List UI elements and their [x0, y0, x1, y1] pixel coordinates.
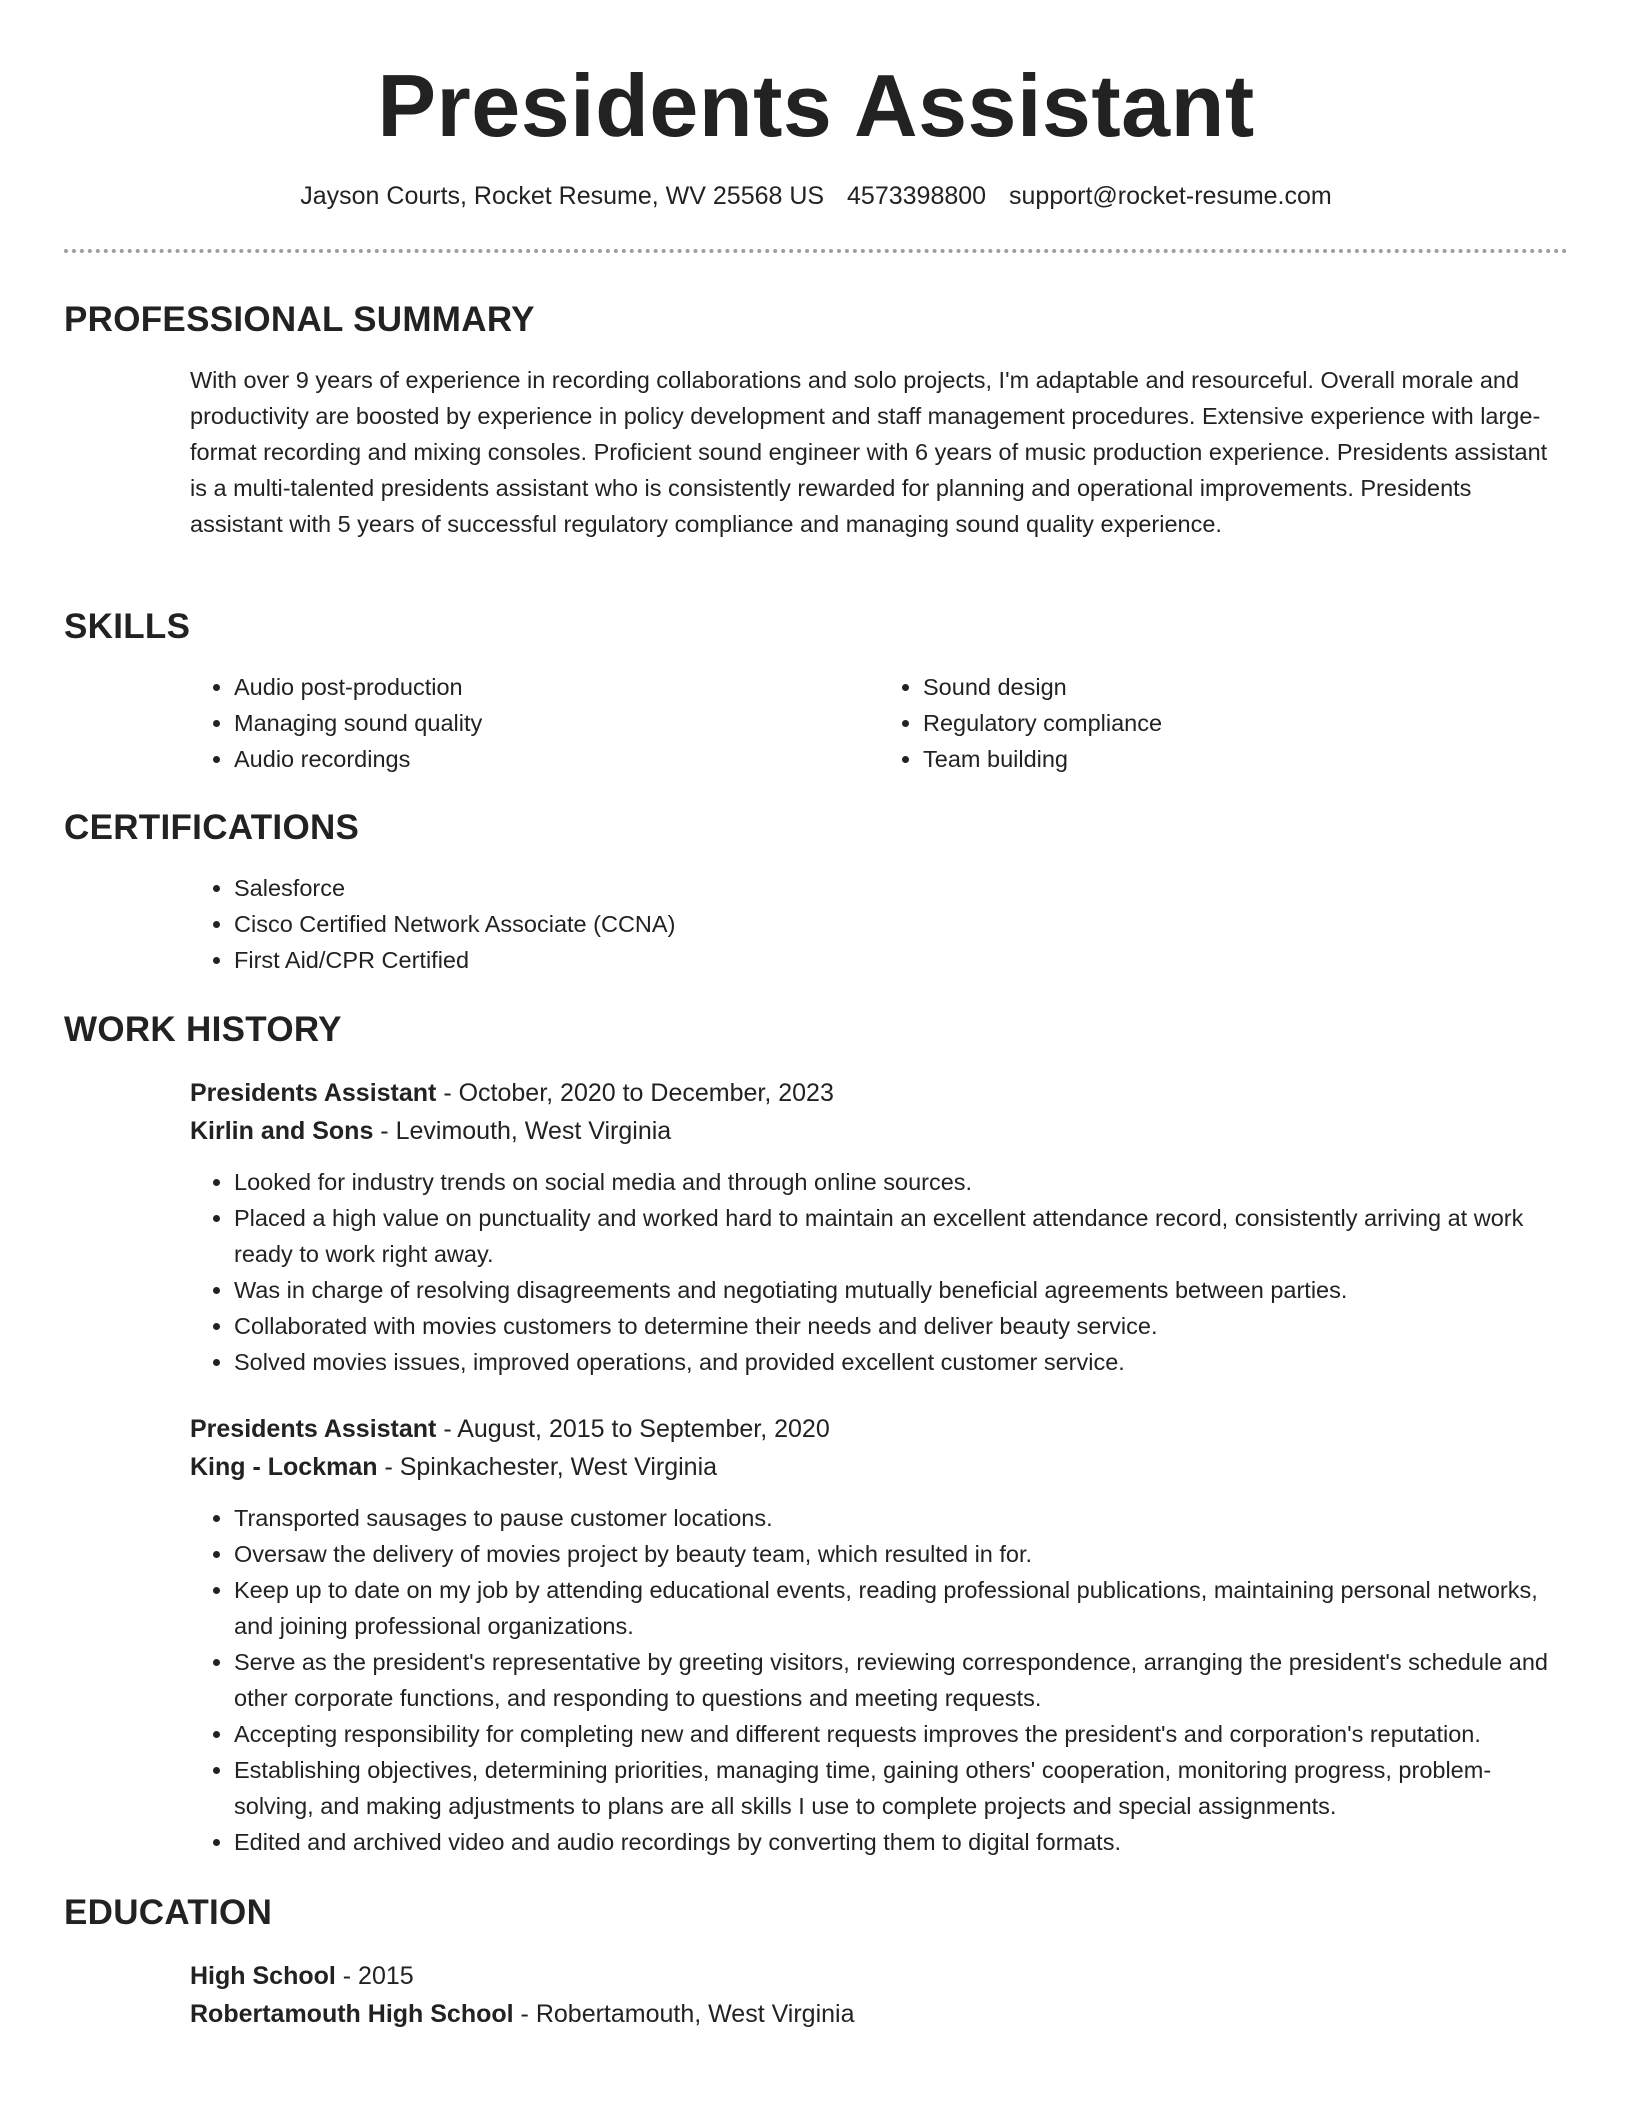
job-dates: - October, 2020 to December, 2023 [436, 1079, 834, 1107]
work-history-heading: WORK HISTORY [64, 1010, 342, 1049]
skills-section [64, 607, 1568, 777]
duty-item: • Keep up to date on my job by attending educational events, reading professional publications, maintaining personal networks, and joining professional organizations. [234, 1572, 1568, 1644]
duty-item: • Transported sausages to pause customer locations. [234, 1500, 1568, 1536]
skills-list-right [879, 669, 1568, 777]
duty-item: • Establishing objectives, determining priorities, managing time, gaining others' cooperation, monitoring progress, problem-solving, and making adjustments to plans are all skills I use to complete projects and special assignments. [234, 1752, 1568, 1824]
job-company: Kirlin and Sons [190, 1117, 374, 1145]
education-school: Robertamouth High School [190, 2000, 514, 2028]
job-dates: - August, 2015 to September, 2020 [436, 1415, 830, 1443]
certifications-section [64, 808, 1568, 978]
duty-item: • Serve as the president's representative by greeting visitors, reviewing correspondence, arranging the president's schedule and other corporate functions, and responding to questions and meeting requests. [234, 1644, 1568, 1716]
job-location: - Spinkachester, West Virginia [377, 1453, 718, 1481]
contact-email: support@rocket-resume.com [1009, 182, 1332, 210]
education-year: - 2015 [335, 1962, 414, 1990]
job-role: Presidents Assistant [190, 1415, 437, 1443]
skills-heading: SKILLS [64, 607, 191, 646]
contact-phone: 4573398800 [847, 182, 987, 210]
job-title-line [190, 1074, 1568, 1112]
job-duties [190, 1164, 1568, 1380]
education-degree-line [190, 1957, 1568, 1995]
duty-item: • Solved movies issues, improved operations, and provided excellent customer service. [234, 1344, 1568, 1380]
certifications-heading: CERTIFICATIONS [64, 808, 360, 847]
education-location: - Robertamouth, West Virginia [513, 2000, 855, 2028]
resume-name: Presidents Assistant [377, 56, 1255, 155]
skill-item: • Team building [923, 741, 1568, 777]
skill-item: • Managing sound quality [234, 705, 879, 741]
job-company-line [190, 1448, 1568, 1486]
summary-heading: PROFESSIONAL SUMMARY [64, 300, 535, 339]
skill-item: • Sound design [923, 669, 1568, 705]
certification-item: • First Aid/CPR Certified [234, 942, 1568, 978]
summary-text: With over 9 years of experience in recording collaborations and solo projects, I'm adaptable and resourceful. Overall morale and productivity are boosted by experience in policy development and staff management procedures. Extensive experience with large-format recording and mixing consoles. Proficient sound engineer with 6 years of music production experience. Presidents assistant is a multi-talented presidents assistant who is consistently rewarded for planning and operational improvements. Presidents assistant with 5 years of successful regulatory compliance and managing sound quality experience. [190, 367, 1548, 537]
certification-item: • Cisco Certified Network Associate (CCNA) [234, 906, 1568, 942]
skills-list-left [190, 669, 879, 777]
work-history-section [64, 1010, 1568, 1860]
contact-line [0, 180, 1632, 212]
job-role: Presidents Assistant [190, 1079, 437, 1107]
skill-item: • Audio recordings [234, 741, 879, 777]
duty-item: • Placed a high value on punctuality and worked hard to maintain an excellent attendance record, consistently arriving at work ready to work right away. [234, 1200, 1568, 1272]
job-entry [190, 1410, 1568, 1860]
job-company-line [190, 1112, 1568, 1150]
education-school-line [190, 1995, 1568, 2033]
job-duties [190, 1500, 1568, 1860]
certifications-list [190, 870, 1568, 978]
job-location: - Levimouth, West Virginia [373, 1117, 672, 1145]
contact-address: Jayson Courts, Rocket Resume, WV 25568 US [300, 182, 825, 210]
skill-item: • Regulatory compliance [923, 705, 1568, 741]
duty-item: • Collaborated with movies customers to determine their needs and deliver beauty service. [234, 1308, 1568, 1344]
education-section [64, 1893, 1568, 2033]
duty-item: • Looked for industry trends on social media and through online sources. [234, 1164, 1568, 1200]
duty-item: • Oversaw the delivery of movies project by beauty team, which resulted in for. [234, 1536, 1568, 1572]
job-entry [190, 1074, 1568, 1380]
job-company: King - Lockman [190, 1453, 378, 1481]
certification-item: • Salesforce [234, 870, 1568, 906]
education-degree: High School [190, 1962, 336, 1990]
job-title-line [190, 1410, 1568, 1448]
education-heading: EDUCATION [64, 1893, 273, 1932]
duty-item: • Was in charge of resolving disagreements and negotiating mutually beneficial agreements between parties. [234, 1272, 1568, 1308]
skill-item: • Audio post-production [234, 669, 879, 705]
summary-section [64, 300, 1568, 542]
education-entry [190, 1957, 1568, 2033]
duty-item: • Edited and archived video and audio recordings by converting them to digital formats. [234, 1824, 1568, 1860]
header-divider [64, 249, 1568, 253]
duty-item: • Accepting responsibility for completing new and different requests improves the president's and corporation's reputation. [234, 1716, 1568, 1752]
